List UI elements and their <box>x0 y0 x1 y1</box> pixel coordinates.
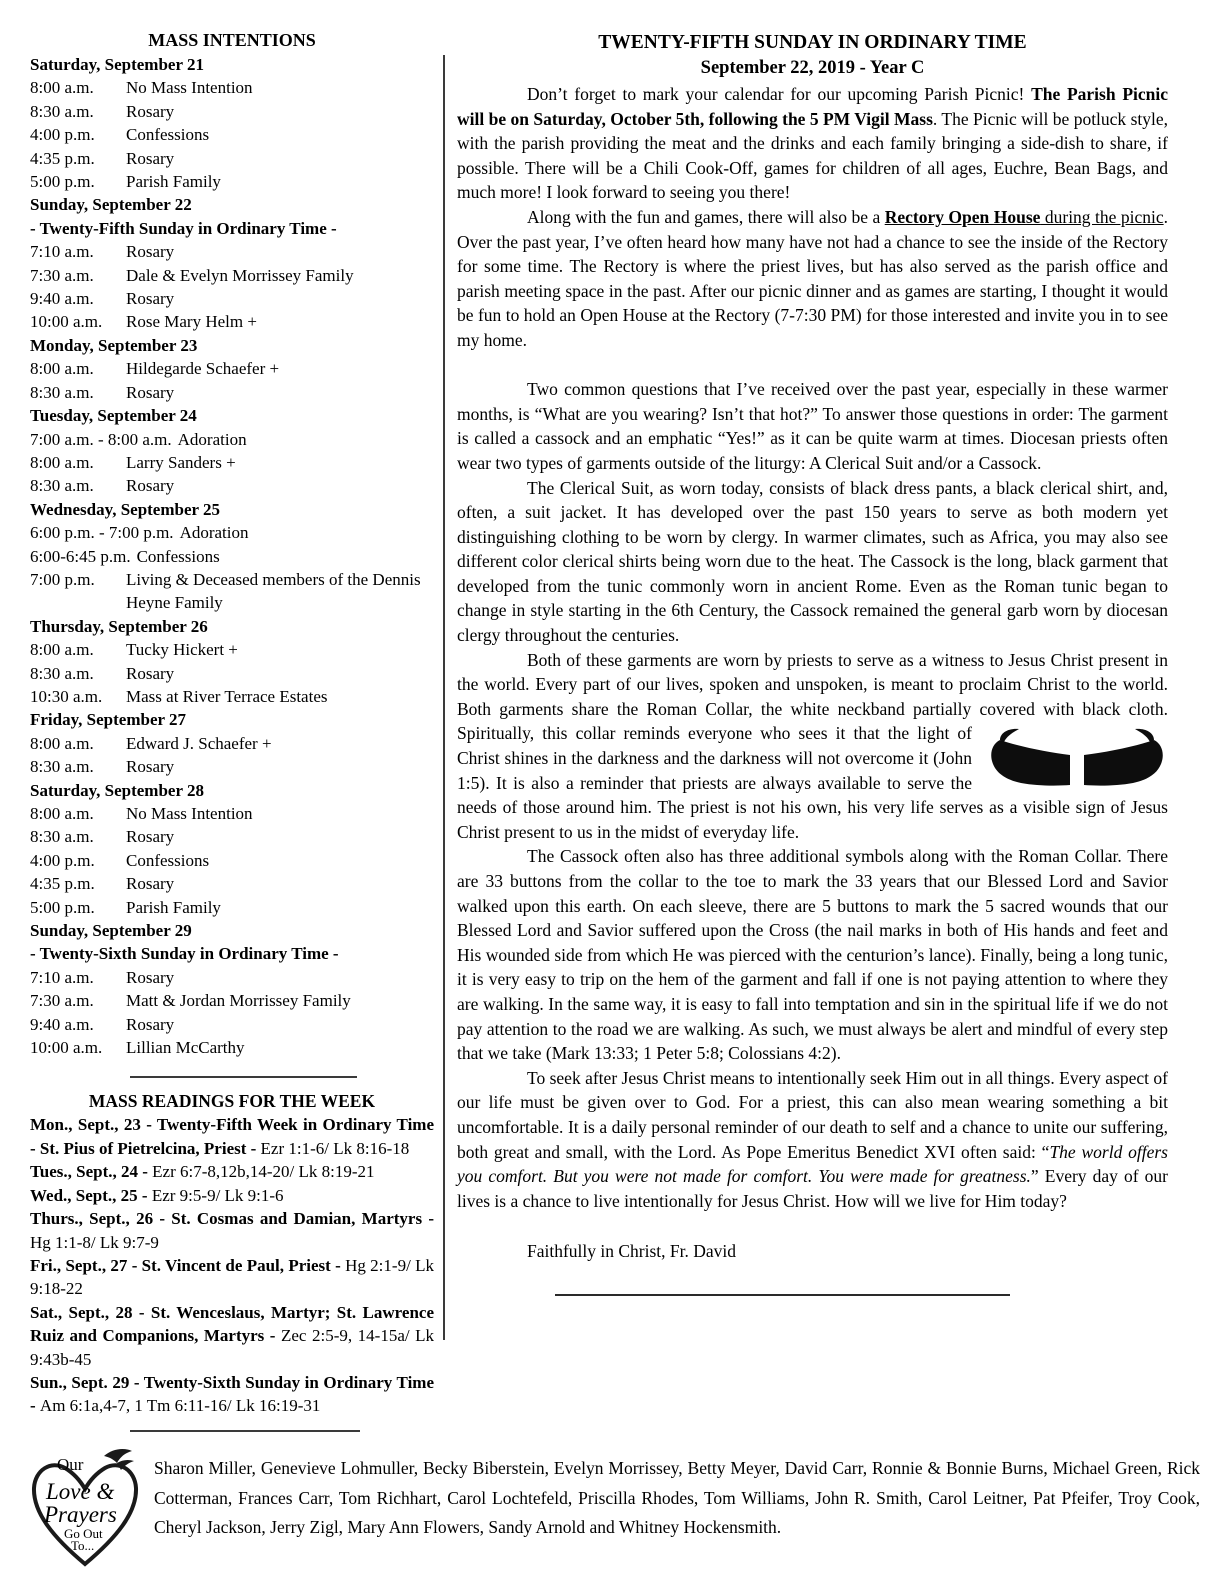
mass-time: 10:30 a.m. <box>30 686 103 706</box>
mass-description: Tucky Hickert + <box>126 640 238 660</box>
mass-intention-item <box>30 240 434 263</box>
mass-time: 8:00 a.m. <box>30 452 94 472</box>
schedule-day-header: Friday, September 27 <box>30 710 186 730</box>
left-column <box>30 30 434 1432</box>
mass-time: 10:00 a.m. <box>30 312 103 332</box>
text-segment: To seek after Jesus Christ means to intentionally seek Him out in all things. Every aspect of our life must be given over to God. For a priest, this can also mean wearing something a bit uncomfortable. It is a daily personal reminder of our death to self and a chance to unite our suffering, both great and small, with the Lord. As Pope Emeritus Benedict XVI often said: “ <box>457 1067 1168 1162</box>
mass-description: Confessions <box>136 546 220 566</box>
article-subtitle: September 22, 2019 - Year C <box>700 58 925 78</box>
love-and-prayers-logo <box>24 1446 146 1574</box>
mass-time: 8:00 a.m. <box>30 804 94 823</box>
left-bottom-rule <box>130 1430 360 1432</box>
article-paragraph <box>457 844 1168 1065</box>
mass-time: 7:10 a.m. <box>30 967 94 987</box>
column-divider-line <box>443 55 445 1340</box>
schedule-day-header: Sunday, September 22 <box>30 195 192 215</box>
mass-time: 7:10 a.m. <box>30 242 94 262</box>
mass-time: 8:30 a.m. <box>30 663 94 683</box>
mass-intention-item <box>30 545 434 568</box>
reading-entry: Mon., Sept., 23 - Twenty-Fifth Week in Ordinary Time - St. Pius of Pietrelcina, Priest - Ezr 1:1-6/ Lk 8:16-18 <box>30 1115 434 1158</box>
mass-time: 10:00 a.m. <box>30 1038 103 1058</box>
mass-description: Mass at River Terrace Estates <box>126 686 328 706</box>
mass-time: 7:00 p.m. <box>30 569 95 589</box>
mass-description: No Mass Intention <box>126 804 253 823</box>
mass-intention-item <box>30 357 434 380</box>
mass-description: Parish Family <box>126 172 221 192</box>
mass-description: Rosary <box>126 101 175 121</box>
logo-text-prayers: Prayers <box>44 1502 117 1527</box>
logo-text-to: To... <box>71 1538 95 1553</box>
text-segment: Along with the fun and games, there will also be a <box>527 206 885 227</box>
mass-intention-item <box>30 966 434 989</box>
schedule-day-header: Tuesday, September 24 <box>30 406 197 426</box>
mass-intention-item <box>30 76 434 99</box>
article-paragraph <box>457 648 1168 845</box>
schedule-day-header: Sunday, September 29 <box>30 921 192 941</box>
mass-intention-item <box>30 310 434 333</box>
mass-description: Rosary <box>126 757 175 777</box>
mass-intention-item <box>30 428 434 451</box>
mass-description: Rosary <box>126 289 175 309</box>
mass-time: 8:30 a.m. <box>30 382 94 402</box>
text-segment: during the picnic <box>1040 206 1164 227</box>
reading-entry: Sat., Sept., 28 - St. Wenceslaus, Martyr; St. Lawrence Ruiz and Companions, Martyrs - Zec 2:5-9, 14-15a/ Lk 9:43b-45 <box>30 1302 434 1369</box>
article-paragraph <box>457 205 1168 353</box>
mass-intention-item <box>30 100 434 123</box>
logo-text-go-out: Go Out <box>64 1526 103 1541</box>
text-segment: . The Picnic will be potluck style, with the parish providing the meat and the drinks and each family bringing a side-dish to share, if possible. There will be a Chili Cook-Off, games for children of all ages, Euchre, Bean Bags, and much more! I look forward to seeing you there! <box>457 108 1169 203</box>
text-segment: Spiritually, this collar reminds everyone who sees it that the light of Christ shines in the darkness and the darkness will not overcome it (John 1:5). It is also a reminder that priests are always available to serve the needs of those around him. The priest is not his own, his very life serves as a visible sign of Jesus Christ present to us in the midst of everyday life. <box>457 723 1168 842</box>
reading-entry: Sun., Sept. 29 - Twenty-Sixth Sunday in Ordinary Time - Am 6:1a,4-7, 1 Tm 6:11-16/ Lk 16:19-31 <box>30 1372 434 1416</box>
mass-intention-item <box>30 802 434 825</box>
roman-collar-image <box>986 726 1168 788</box>
mass-intention-item <box>30 123 434 146</box>
mass-description: Adoration <box>179 523 249 543</box>
schedule-day-header: Monday, September 23 <box>30 335 198 355</box>
mass-time: 5:00 p.m. <box>30 172 95 192</box>
prayer-list-footer <box>24 1446 1200 1574</box>
mass-description: Matt & Jordan Morrissey Family <box>126 991 351 1011</box>
mass-description: Adoration <box>177 429 247 449</box>
article-paragraph <box>457 377 1168 475</box>
article-paragraph <box>457 476 1168 648</box>
mass-intention-item <box>30 662 434 685</box>
text-segment: The Cassock often also has three additional symbols along with the Roman Collar. There are 33 buttons from the collar to the toe to mark the 33 years that our Blessed Lord and Savior walked upon this earth. On each sleeve, there are 5 buttons to mark the 5 sacred wounds that our Blessed Lord and Savior suffered upon the Cross (the nail marks in both of His hands and feet and His wounded side from which He was pierced with the centurion’s lance). Finally, being a long tunic, it is very easy to trip on the hem of the garment and fall if one is not paying attention to where they are walking. In the same way, it is easy to fall into temptation and sin in the spiritual life if we do not pay attention to the road we are walking. As such, we must always be alert and mindful of every step that we take (Mark 13:33; 1 Peter 5:8; Colossians 4:2). <box>457 846 1168 1064</box>
mass-intention-item <box>30 264 434 287</box>
text-segment: The Parish Picnic will be on Saturday, October 5th, following the 5 PM Vigil Mass <box>457 84 1169 129</box>
mass-intention-item <box>30 896 434 919</box>
mass-intention-item <box>30 732 434 755</box>
mass-description: Larry Sanders + <box>126 452 236 472</box>
mass-description: Parish Family <box>126 897 221 917</box>
text-segment: ” Every day of our lives is a chance to live intentionally for Jesus Christ. How will we live for Him today? <box>457 1166 1168 1211</box>
mass-description: Confessions <box>126 125 210 145</box>
text-segment: The world offers you comfort. But you were not made for comfort. You were made for greatness. <box>457 1141 1168 1187</box>
mass-time: 8:00 a.m. <box>30 359 94 379</box>
mass-description: Rose Mary Helm + <box>126 312 257 332</box>
mass-intention-item <box>30 170 434 193</box>
mass-time: 4:35 p.m. <box>30 874 95 894</box>
mass-time: 7:30 a.m. <box>30 265 94 285</box>
schedule-day-header: Wednesday, September 25 <box>30 499 221 519</box>
mass-intention-item <box>30 147 434 170</box>
mass-description: Rosary <box>126 967 175 987</box>
reading-entry: Fri., Sept., 27 - St. Vincent de Paul, Priest - Hg 2:1-9/ Lk 9:18-22 <box>30 1255 434 1299</box>
text-segment: Both of these garments are worn by priests to serve as a witness to Jesus Christ present in the world. Every part of our lives, spoken and unspoken, is meant to proclaim Christ to the world. Both garments share the Roman Collar, the white neckband partially covered with black cloth. <box>457 649 1168 719</box>
mass-intention-item <box>30 521 434 544</box>
mass-intention-item <box>30 755 434 778</box>
schedule-day-header: - Twenty-Fifth Sunday in Ordinary Time - <box>30 218 337 238</box>
text-segment: The Clerical Suit, as worn today, consists of black dress pants, a black clerical shirt, and, often, a suit jacket. It has developed over the past 150 years to serve as both modern yet distinguishing clothing to be worn by clergy. In warmer climates, such as Africa, you may also see different color clerical shirts being worn due to the heat. The Cassock is the long, black garment that developed from the tunic commonly worn in ancient Rome. Even as the Roman tunic began to change in style starting in the 6th Century, the Cassock remained the general garb worn by diocesan clergy throughout the centuries. <box>457 477 1168 646</box>
mass-time: 4:35 p.m. <box>30 148 95 168</box>
mass-description: Rosary <box>126 242 175 262</box>
mass-time: 5:00 p.m. <box>30 897 95 917</box>
text-segment: Two common questions that I’ve received over the past year, especially in these warmer months, is “What are you wearing? Isn’t that hot?” To answer those questions in order: The garment is called a cassock and an emphatic “Yes!” as it can be quite warm at times. Diocesan priests often wear two types of garments outside of the liturgy: A Clerical Suit and/or a Cassock. <box>457 379 1168 473</box>
schedule-day-header: - Twenty-Sixth Sunday in Ordinary Time - <box>30 944 339 964</box>
mass-readings-list <box>30 1113 434 1417</box>
mass-description: Rosary <box>126 827 175 847</box>
mass-time: 6:00 p.m. - 7:00 p.m. <box>30 523 174 543</box>
mass-description: Hildegarde Schaefer + <box>126 359 280 379</box>
mass-description: Edward J. Schaefer + <box>126 733 272 753</box>
mass-time: 8:30 a.m. <box>30 757 94 777</box>
prayer-names-list: Sharon Miller, Genevieve Lohmuller, Becky Biberstein, Evelyn Morrissey, Betty Meyer, David Carr, Ronnie & Bonnie Burns, Michael Green, Rick Cotterman, Frances Carr, Tom Richhart, Carol Lochtefeld, Priscilla Rhodes, Tom Williams, John R. Smith, Carol Leitner, Pat Pfeifer, Troy Cook, Cheryl Jackson, Jerry Zigl, Mary Ann Flowers, Sandy Arnold and Whitney Hockensmith. <box>154 1458 1200 1537</box>
mass-time: 9:40 a.m. <box>30 289 94 309</box>
mass-intention-item <box>30 568 434 615</box>
mass-intention-item <box>30 825 434 848</box>
mass-time: 8:00 a.m. <box>30 640 94 660</box>
mass-time: 6:00-6:45 p.m. <box>30 546 131 566</box>
mass-time: 9:40 a.m. <box>30 1014 94 1034</box>
article-title: TWENTY-FIFTH SUNDAY IN ORDINARY TIME <box>598 32 1027 53</box>
reading-entry: Tues., Sept., 24 - Ezr 6:7-8,12b,14-20/ Lk 8:19-21 <box>30 1162 375 1182</box>
mass-time: 4:00 p.m. <box>30 850 95 870</box>
mass-description: Confessions <box>126 850 210 870</box>
mass-description: Rosary <box>126 1014 175 1034</box>
mass-intention-item <box>30 989 434 1012</box>
roman-collar-icon <box>986 726 1168 788</box>
schedule-day-header: Saturday, September 21 <box>30 55 204 74</box>
mass-description: Rosary <box>126 148 175 168</box>
mass-intention-item <box>30 872 434 895</box>
mass-intention-item <box>30 638 434 661</box>
mass-description: No Mass Intention <box>126 78 253 98</box>
mass-description: Lillian McCarthy <box>126 1038 245 1058</box>
mass-intention-item <box>30 381 434 404</box>
mass-time: 4:00 p.m. <box>30 125 95 145</box>
schedule-day-header: Saturday, September 28 <box>30 780 204 800</box>
mass-intention-item <box>30 685 434 708</box>
text-segment: . Over the past year, I’ve often heard how many have not had a chance to see the inside of the Rectory for some time. The Rectory is where the priest lives, but has also served as the parish office and parish meeting space in the past. After our picnic dinner and as games are starting, I thought it would be fun to hold an Open House at the Rectory (7-7:30 PM) for those interested and invite you in to see my home. <box>457 206 1168 350</box>
mass-description: Rosary <box>126 382 175 402</box>
schedule-day-header: Thursday, September 26 <box>30 616 208 636</box>
left-divider-rule <box>130 1076 357 1078</box>
mass-description: Rosary <box>126 874 175 894</box>
mass-intention-item <box>30 287 434 310</box>
article-paragraph <box>457 82 1168 205</box>
mass-time: 8:00 a.m. <box>30 733 94 753</box>
article-paragraph <box>457 1066 1168 1214</box>
logo-text-love: Love & <box>46 1479 115 1504</box>
mass-description: Rosary <box>126 663 175 683</box>
mass-readings-title: MASS READINGS FOR THE WEEK <box>88 1091 376 1112</box>
signature-line: Faithfully in Christ, Fr. David <box>527 1241 737 1262</box>
mass-time: 8:30 a.m. <box>30 476 94 496</box>
right-column <box>457 30 1168 1296</box>
mass-intention-item <box>30 451 434 474</box>
mass-intentions-schedule <box>30 53 434 1059</box>
mass-time: 7:00 a.m. - 8:00 a.m. <box>30 429 172 449</box>
mass-time: 7:30 a.m. <box>30 991 94 1011</box>
reading-entry: Thurs., Sept., 26 - St. Cosmas and Damian, Martyrs - Hg 1:1-8/ Lk 9:7-9 <box>30 1209 434 1252</box>
right-bottom-rule <box>555 1294 1010 1296</box>
mass-description: Dale & Evelyn Morrissey Family <box>126 265 354 285</box>
mass-time: 8:30 a.m. <box>30 827 94 847</box>
article-body <box>457 82 1168 1213</box>
mass-time: 8:00 a.m. <box>30 78 94 98</box>
mass-description: Living & Deceased members of the Dennis Heyne Family <box>126 569 421 613</box>
mass-intention-item <box>30 1036 434 1059</box>
reading-entry: Wed., Sept., 25 - Ezr 9:5-9/ Lk 9:1-6 <box>30 1185 284 1205</box>
mass-intention-item <box>30 1013 434 1036</box>
text-segment: Don’t forget to mark your calendar for our upcoming Parish Picnic! <box>527 84 1032 104</box>
text-segment: Rectory Open House <box>884 206 1041 227</box>
mass-intention-item <box>30 849 434 872</box>
mass-intention-item <box>30 474 434 497</box>
mass-time: 8:30 a.m. <box>30 101 94 121</box>
logo-text-our: Our <box>57 1455 84 1474</box>
mass-intentions-title: MASS INTENTIONS <box>148 30 316 50</box>
mass-description: Rosary <box>126 476 175 496</box>
